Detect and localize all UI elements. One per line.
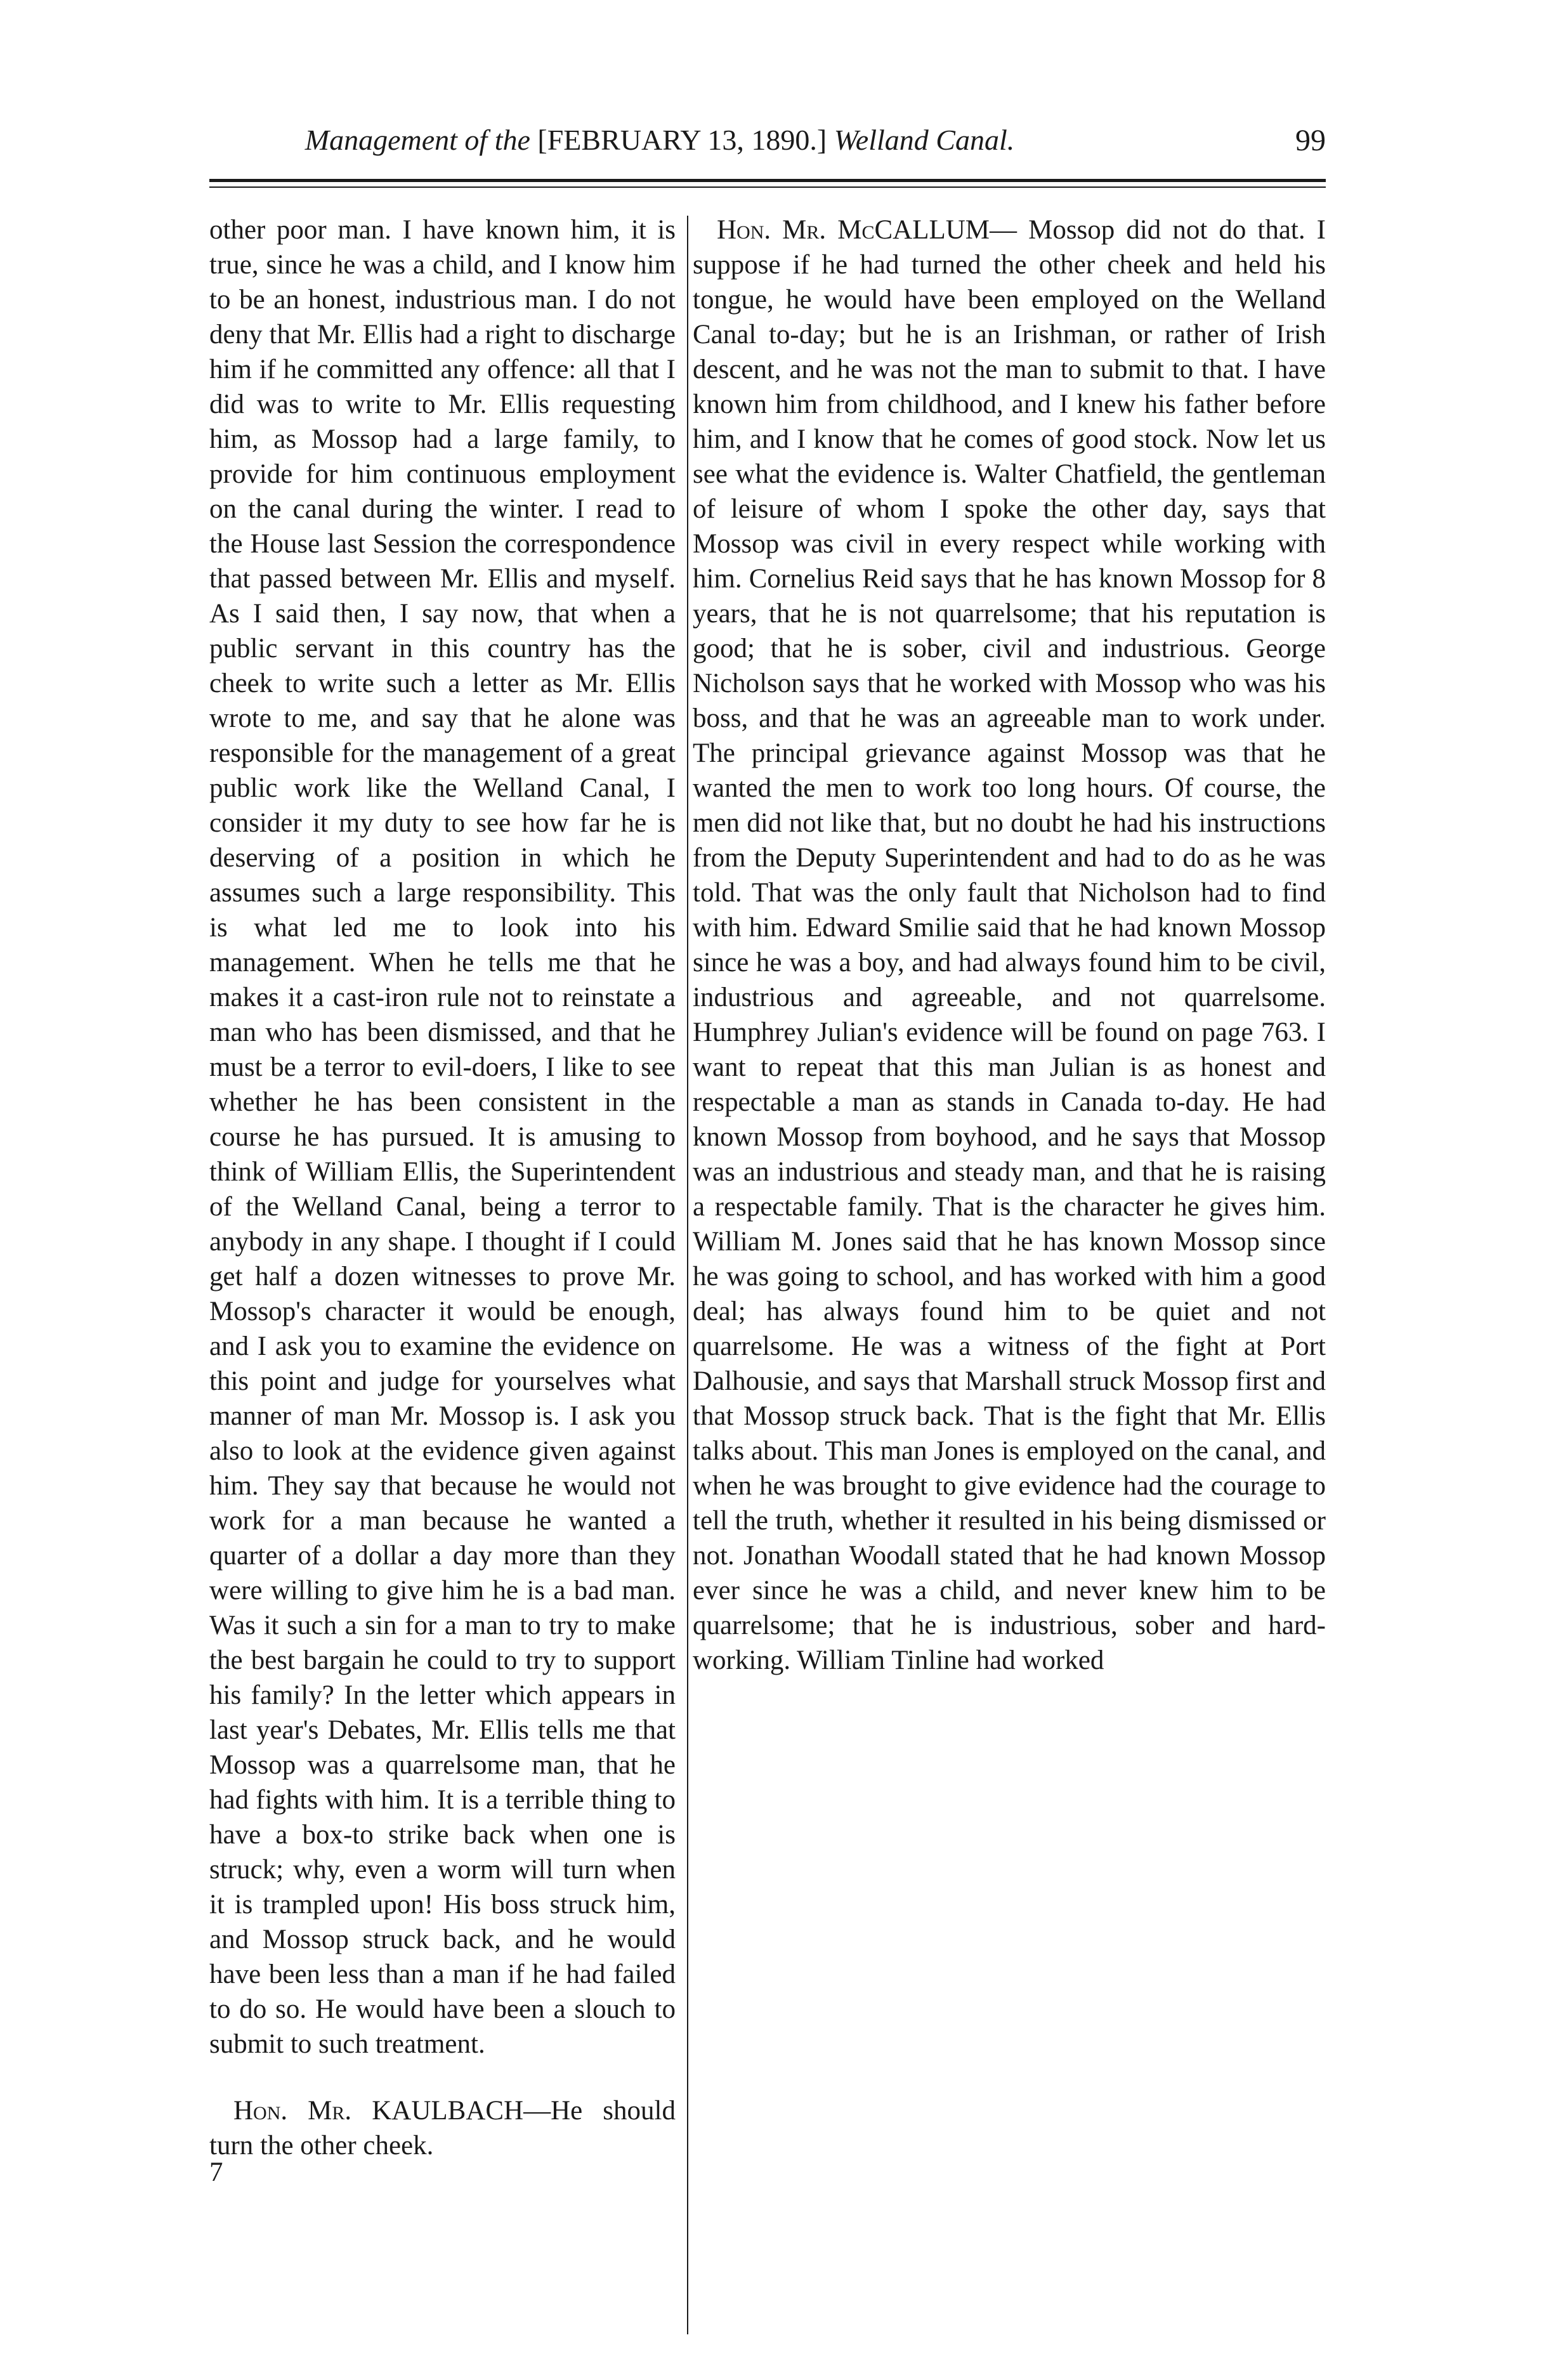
left-speech-kaulbach bbox=[209, 2093, 676, 2163]
speaker-name: Hon. Mr. KAULBACH bbox=[233, 2096, 524, 2126]
column-divider bbox=[687, 216, 688, 2334]
left-column bbox=[209, 213, 676, 2163]
page-number: 99 bbox=[1295, 124, 1326, 157]
title-date: [FEBRUARY 13, 1890.] bbox=[537, 124, 827, 156]
signature-mark: 7 bbox=[209, 2157, 223, 2187]
right-column bbox=[693, 213, 1326, 1678]
left-paragraph-1: other poor man. I have known him, it is true, since he was a child, and I know him to be an honest, industrious man. I do not deny that Mr. Ellis had a right to discharge him if he committed any offence: all that I did was to write to Mr. Ellis requesting him, as Mossop had a large family, to provide for him continuous employment on the canal during the winter. I read to the House last Session the correspondence that passed between Mr. Ellis and myself. As I said then, I say now, that when a public servant in this country has the cheek to write such a letter as Mr. Ellis wrote to me, and say that he alone was responsible for the management of a great public work like the Welland Canal, I consider it my duty to see how far he is deserving of a position in which he assumes such a large responsibility. This is what led me to look into his management. When he tells me that he makes it a cast-iron rule not to reinstate a man who has been dismissed, and that he must be a terror to evil-doers, I like to see whether he has been consistent in the course he has pursued. It is amusing to think of William Ellis, the Superintendent of the Welland Canal, being a terror to anybody in any shape. I thought if I could get half a dozen witnesses to prove Mr. Mossop's character it would be enough, and I ask you to examine the evidence on this point and judge for yourselves what manner of man Mr. Mossop is. I ask you also to look at the evidence given against him. They say that because he would not work for a man because he wanted a quarter of a dollar a day more than they were willing to give him he is a bad man. Was it such a sin for a man to try to make the best bargain he could to try to support his family? In the letter which appears in last year's Debates, Mr. Ellis tells me that Mossop was a quarrelsome man, that he had fights with him. It is a terrible thing to have a box-to strike back when one is struck; why, even a worm will turn when it is trampled upon! His boss struck him, and Mossop struck back, and he would have been less than a man if he had failed to do so. He would have been a slouch to submit to such treatment. bbox=[209, 215, 676, 2059]
header-rule-thin bbox=[209, 186, 1326, 188]
header-rule-thick bbox=[209, 179, 1326, 182]
right-speech-mccallum bbox=[693, 213, 1326, 1678]
running-header bbox=[209, 114, 1326, 171]
speech-text: —He should turn the other cheek. bbox=[209, 2096, 676, 2161]
title-left: Management of the bbox=[304, 124, 530, 156]
speaker-name: Hon. Mr. McCALLUM bbox=[717, 215, 990, 245]
speech-text: — Mossop did not do that. I suppose if he had turned the other cheek and held his tongue, he would have been employed on the Welland Canal to-day; but he is an Irishman, or rather of Irish descent, and he was not the man to submit to that. I have known him from childhood, and I knew his father before him, and I know that he comes of good stock. Now let us see what the evidence is. Walter Chatfield, the gentleman of leisure of whom I spoke the other day, says that Mossop was civil in every respect while working with him. Cornelius Reid says that he has known Mossop for 8 years, that he is not quarrelsome; that his reputation is good; that he is sober, civil and industrious. George Nicholson says that he worked with Mossop who was his boss, and that he was an agreeable man to work under. The principal grievance against Mossop was that he wanted the men to work too long hours. Of course, the men did not like that, but no doubt he had his instructions from the Deputy Superintendent and had to do as he was told. That was the only fault that Nicholson had to find with him. Edward Smilie said that he had known Mossop since he was a boy, and had always found him to be civil, industrious and agreeable, and not quarrelsome. Humphrey Julian's evidence will be found on page 763. I want to repeat that this man Julian is as honest and respectable a man as stands in Canada to-day. He had known Mossop from boyhood, and he says that Mossop was an industrious and steady man, and that he is raising a respectable family. That is the character he gives him. William M. Jones said that he has known Mossop since he was going to school, and has worked with him a good deal; has always found him to be quiet and not quarrelsome. He was a witness of the fight at Port Dalhousie, and says that Marshall struck Mossop first and that Mossop struck back. That is the fight that Mr. Ellis talks about. This man Jones is employed on the canal, and when he was brought to give evidence had the courage to tell the truth, whether it resulted in his being dismissed or not. Jonathan Woodall stated that he had known Mossop ever since he was a child, and never knew him to be quarrelsome; that he is industrious, sober and hard-working. William Tinline had worked bbox=[693, 215, 1326, 1675]
running-title bbox=[209, 123, 1110, 157]
title-right: Welland Canal. bbox=[834, 124, 1015, 156]
